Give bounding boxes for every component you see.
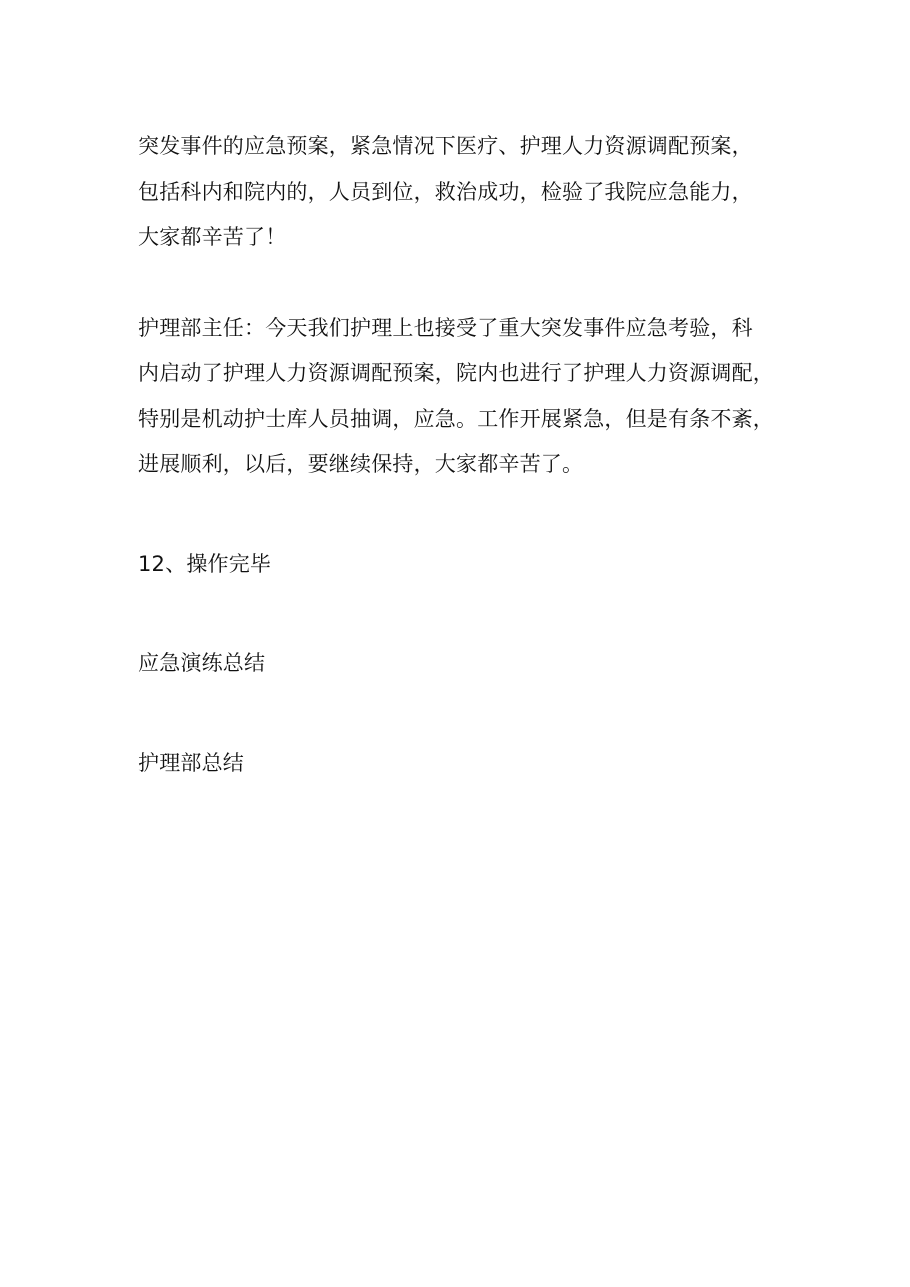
paragraph-spacer [138, 261, 798, 306]
paragraph-line: 进展顺利，以后，要继续保持，大家都辛苦了。 [138, 452, 584, 476]
paragraph-spacer [138, 587, 798, 641]
section-title-drill-summary [138, 641, 798, 687]
paragraph-nursing-director [138, 306, 798, 488]
section-title-nursing-summary [138, 741, 798, 787]
paragraph-line: 包括科内和院内的，人员到位，救治成功，检验了我院应急能力， [138, 179, 753, 204]
paragraph-line: 突发事件的应急预案，紧急情况下医疗、护理人力资源调配预案， [138, 134, 753, 158]
paragraph-line: 护理部主任：今天我们护理上也接受了重大突发事件应急考验，科 [138, 315, 753, 340]
document-content [138, 124, 798, 786]
step-heading [138, 542, 798, 588]
paragraph-line: 特别是机动护士库人员抽调，应急。工作开展紧急，但是有条不紊， [138, 406, 774, 431]
section-title-text: 应急演练总结 [138, 651, 266, 675]
section-title-text: 护理部总结 [138, 750, 244, 775]
paragraph-line: 大家都辛苦了！ [138, 225, 287, 249]
paragraph-spacer [138, 687, 798, 741]
paragraph-line: 内启动了护理人力资源调配预案，院内也进行了护理人力资源调配， [138, 361, 774, 385]
paragraph-emergency-plan [138, 124, 798, 261]
step-heading-text: 12、操作完毕 [138, 551, 272, 576]
paragraph-spacer [138, 488, 798, 542]
